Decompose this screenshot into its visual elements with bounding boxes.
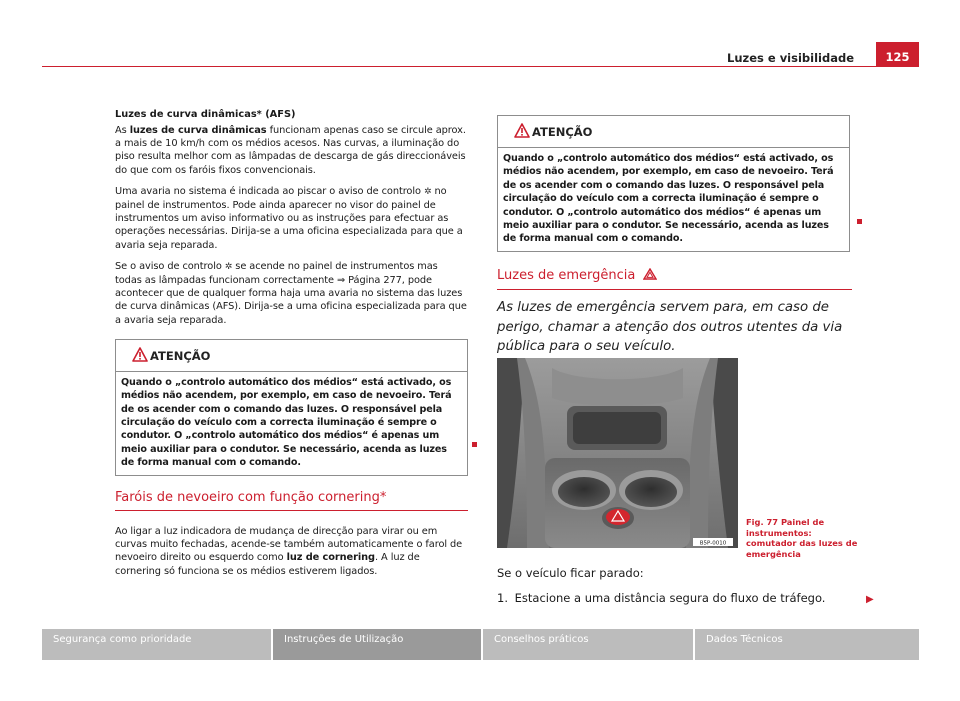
footer-tab-technical-data[interactable]: Dados Técnicos: [695, 629, 919, 660]
curve-light-warning-icon: ✲: [224, 261, 233, 272]
warning-header: [116, 340, 467, 372]
curve-lights-heading: Luzes de curva dinâmicas* (AFS): [115, 109, 296, 120]
right-column: [497, 115, 852, 252]
warning-text: Quando o „controlo automático dos médios“ está activado, os médios não acendem, por exemplo, em caso de nevoeiro. Terá de os acender com o comando das luzes. O responsável pela circulação do veículo com a correcta iluminação é sempre o condutor. O „controlo automático dos médios“ é apenas um meio auxiliar para o condutor. Se necessário, acenda as luzes de forma manual com o comando.: [121, 376, 452, 469]
curve-lights-paragraph-1: As luzes de curva dinâmicas funcionam apenas caso se circule aprox. a mais de 10 km/h com os médios acesos. Nas curvas, a iluminação do piso resulta melhor com as lâmpadas de descarga de gás direccionáveis do que com os faróis fixos convencionais.: [115, 125, 466, 176]
figure-caption: Fig. 77 Painel de instrumentos: comutador das luzes de emergência: [746, 517, 858, 559]
section-end-marker: [857, 219, 862, 224]
hazard-switch-figure: [497, 358, 738, 548]
step-text: Estacione a uma distância segura do fluxo de tráfego.: [514, 591, 826, 605]
warning-text: Quando o „controlo automático dos médios“ está activado, os médios não acendem, por exemplo, em caso de nevoeiro. Terá de os acender com o comando das luzes. O responsável pela circulação do veículo com a correcta iluminação é sempre o condutor. O „controlo automático dos médios“ é apenas um meio auxiliar para o condutor. Se necessário, acenda as luzes de forma manual com o comando.: [503, 153, 834, 245]
stopped-text: Se o veículo ficar parado:: [497, 566, 644, 580]
hazard-lights-title: Luzes de emergência: [497, 268, 852, 283]
curve-lights-term: luzes de curva dinâmicas: [129, 125, 267, 136]
hazard-lights-rule: [497, 289, 852, 290]
hazard-lights-section: [497, 268, 852, 357]
warning-title: ATENÇÃO: [532, 125, 593, 139]
cornering-light-term: luz de cornering: [286, 552, 375, 564]
continue-arrow-icon: ▶: [866, 594, 874, 605]
step-1: [497, 591, 852, 606]
fog-lights-title: Faróis de nevoeiro com função cornering*: [115, 490, 387, 505]
footer-tab-practical-tips[interactable]: Conselhos práticos: [483, 629, 693, 660]
curve-lights-paragraph-3: Se o aviso de controlo ✲ se acende no painel de instrumentos mas todas as lâmpadas funcionam correctamente ⇒ Página 277, pode acontecer que de qualquer forma haja uma avaria no sistema das luzes de curva dinâmicas (AFS). Dirija-se a uma oficina especializada para que a avaria seja reparada.: [115, 260, 467, 326]
hazard-triangle-icon: [643, 268, 657, 280]
warning-box-left: [115, 339, 468, 476]
warning-triangle-icon: [514, 123, 530, 138]
figure-code: B5P-0010: [699, 540, 727, 547]
footer-tab-safety[interactable]: Segurança como prioridade: [42, 629, 271, 660]
footer-tab-instructions[interactable]: Instruções de Utilização: [273, 629, 481, 660]
warning-title: ATENÇÃO: [150, 348, 211, 363]
fog-lights-rule: [115, 510, 468, 511]
warning-triangle-icon: [132, 347, 148, 362]
hazard-lights-intro: As luzes de emergência servem para, em caso de perigo, chamar a atenção dos outros utentes da via pública para o seu veículo.: [497, 300, 843, 354]
warning-box-right: [497, 115, 850, 252]
page-number: 125: [885, 50, 910, 64]
left-column: [115, 108, 467, 476]
figure-label: Fig. 77: [746, 517, 779, 527]
footer-tabs: [42, 629, 919, 660]
curve-light-warning-icon: ✲: [423, 186, 432, 197]
fog-lights-paragraph: Ao ligar a luz indicadora de mudança de direcção para virar ou em curvas muito fechadas, acende-se também automaticamente o farol de nevoeiro direito ou esquerdo como luz de cornering. A luz de cornering só funciona se os médios estiverem ligados.: [115, 526, 463, 577]
section-end-marker: [472, 442, 477, 447]
fog-lights-section: [115, 490, 468, 586]
step-number: 1.: [497, 591, 508, 605]
running-header-title: Luzes e visibilidade: [727, 51, 854, 65]
curve-lights-paragraph-2: Uma avaria no sistema é indicada ao piscar o aviso de controlo ✲ no painel de instrumentos. Pode ainda aparecer no visor do painel de instrumentos um aviso informativo ou as instruções para efectuar as operações necessárias. Dirija-se a uma oficina especializada para que a avaria seja reparada.: [115, 185, 463, 251]
warning-header: [498, 116, 849, 148]
header-rule: [42, 66, 919, 67]
